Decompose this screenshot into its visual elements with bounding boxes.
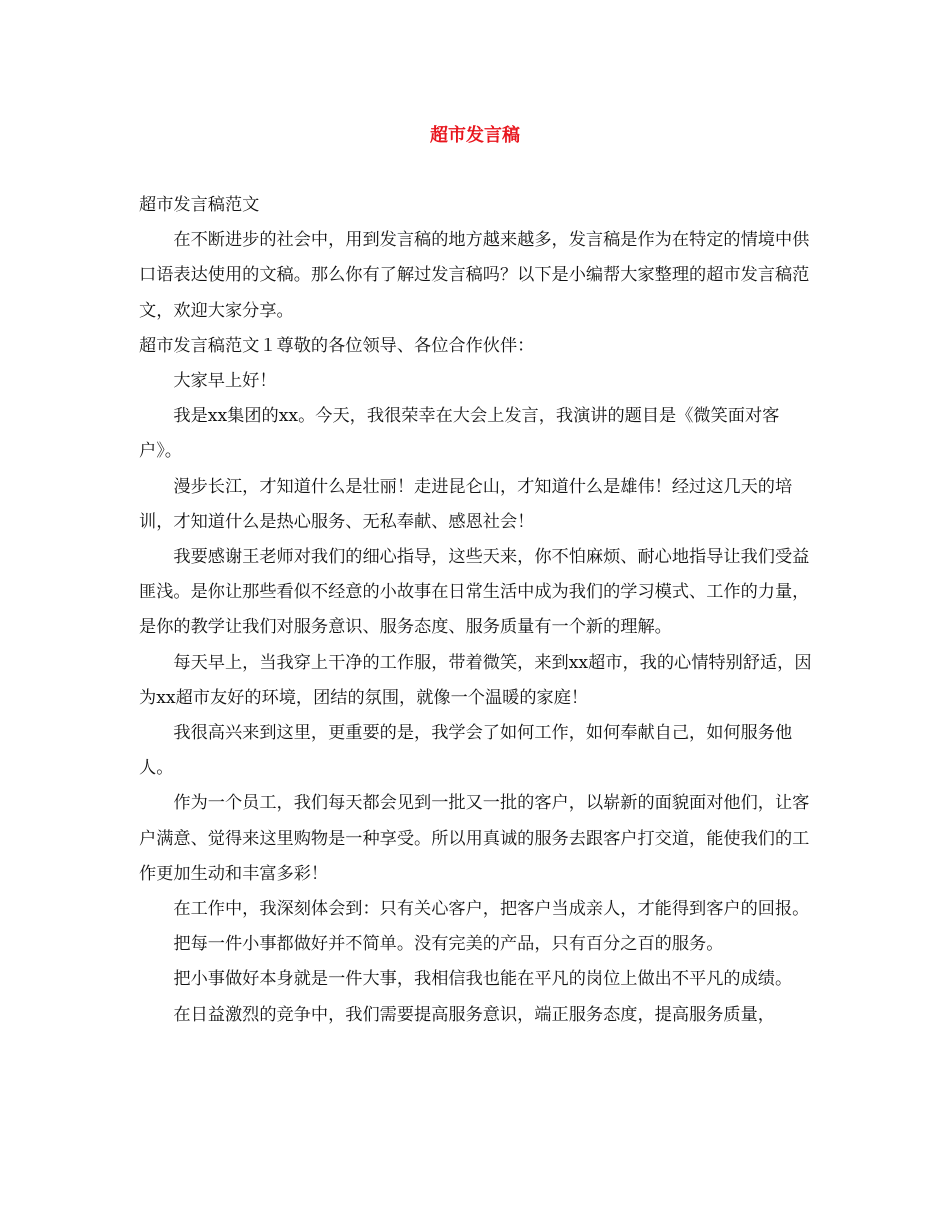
paragraph: 在工作中，我深刻体会到：只有关心客户，把客户当成亲人，才能得到客户的回报。 (173, 899, 810, 920)
paragraph: 把小事做好本身就是一件大事，我相信我也能在平凡的岗位上做出不平凡的成绩。 (173, 969, 793, 990)
paragraph: 漫步长江，才知道什么是壮丽！走进昆仑山，才知道什么是雄伟！经过这几天的培训，才知道什么是热心服务、无私奉献、感恩社会！ (139, 476, 793, 532)
paragraph: 把每一件小事都做好并不简单。没有完美的产品，只有百分之百的服务。 (173, 934, 724, 955)
paragraph: 我很高兴来到这里，更重要的是，我学会了如何工作，如何奉献自己，如何服务他人。 (139, 723, 793, 779)
section-heading: 超市发言稿范文 (139, 195, 260, 215)
document-body (139, 188, 821, 1033)
paragraph: 在日益激烈的竞争中，我们需要提高服务意识，端正服务态度，提高服务质量， (173, 1004, 775, 1025)
paragraph: 我是xx集团的xx。今天，我很荣幸在大会上发言，我演讲的题目是《微笑面对客户》。 (139, 406, 780, 462)
paragraph: 作为一个员工，我们每天都会见到一批又一批的客户，以崭新的面貌面对他们，让客户满意、觉得来这里购物是一种享受。所以用真诚的服务去跟客户打交道，能使我们的工作更加生动和丰富多彩！ (139, 793, 810, 884)
paragraph-greeting: 大家早上好！ (173, 371, 277, 392)
paragraph: 每天早上，当我穿上干净的工作服，带着微笑，来到xx超市，我的心情特别舒适，因为xx超市友好的环境，团结的氛围，就像一个温暖的家庭！ (139, 652, 812, 708)
document-title: 超市发言稿 (430, 125, 520, 146)
paragraph: 我要感谢王老师对我们的细心指导，这些天来，你不怕麻烦、耐心地指导让我们受益匪浅。是你让那些看似不经意的小故事在日常生活中成为我们的学习模式、工作的力量，是你的教学让我们对服务意识、服务态度、服务质量有一个新的理解。 (139, 547, 810, 638)
section-heading-salutation: 超市发言稿范文１尊敬的各位领导、各位合作伙伴： (139, 335, 535, 356)
paragraph-intro: 在不断进步的社会中，用到发言稿的地方越来越多，发言稿是作为在特定的情境中供口语表达使用的文稿。那么你有了解过发言稿吗？以下是小编帮大家整理的超市发言稿范文，欢迎大家分享。 (139, 230, 810, 321)
